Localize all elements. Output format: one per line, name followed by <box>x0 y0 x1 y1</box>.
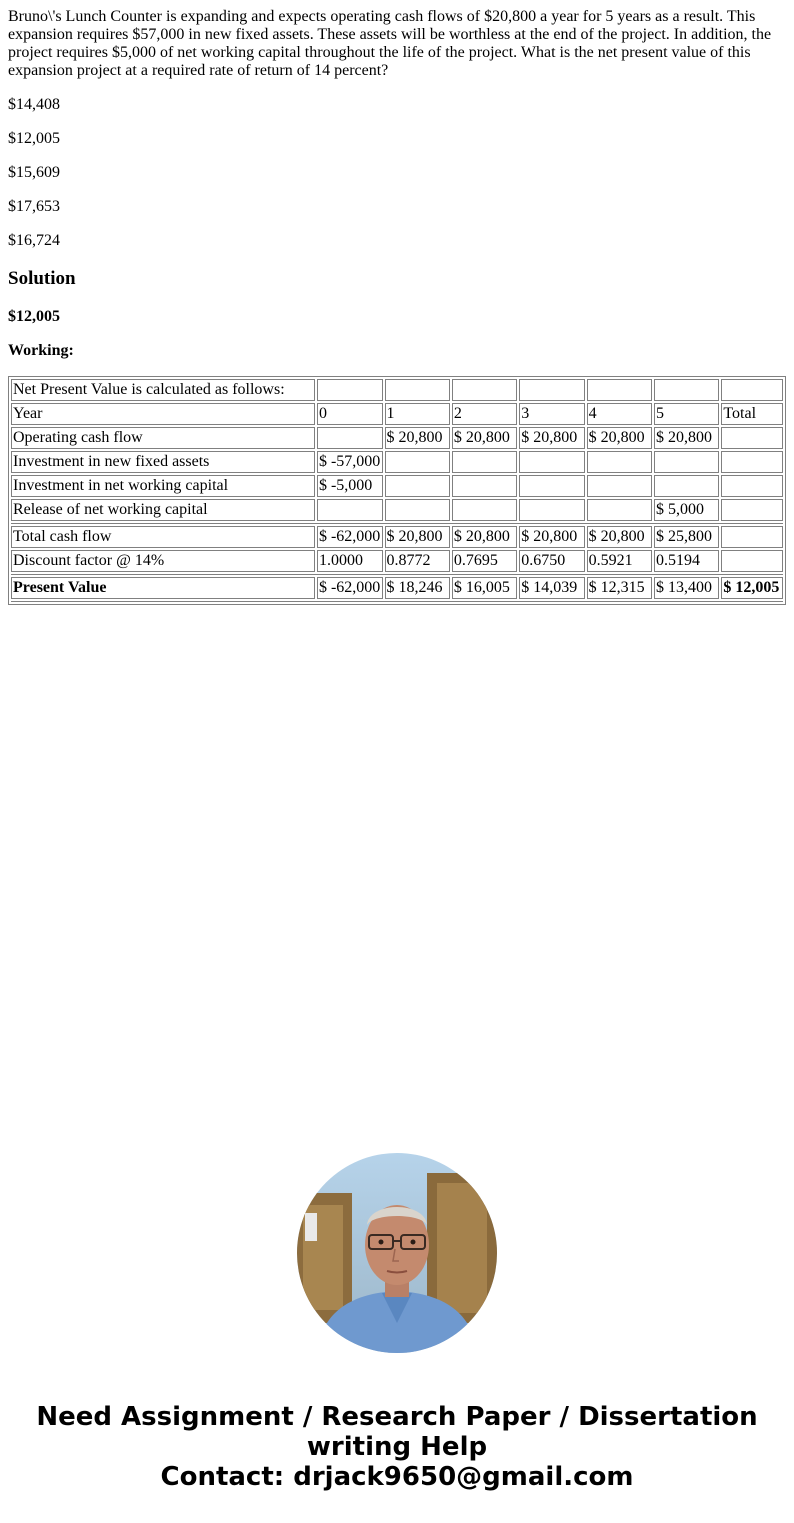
document-body <box>8 8 786 605</box>
separator-cell <box>11 574 783 575</box>
table-cell <box>452 475 517 497</box>
table-cell: 0.5921 <box>587 550 652 572</box>
table-cell <box>587 451 652 473</box>
table-cell: $ 20,800 <box>519 526 584 548</box>
table-cell: 1.0000 <box>317 550 383 572</box>
table-cell <box>587 499 652 521</box>
table-cell <box>385 499 450 521</box>
table-row-fixed-assets <box>11 451 783 473</box>
table-cell <box>452 451 517 473</box>
table-cell: 2 <box>452 403 517 425</box>
footer-line-help: Need Assignment / Research Paper / Dissertation writing Help <box>36 1402 758 1462</box>
row-label: Release of net working capital <box>11 499 315 521</box>
table-cell: $ -62,000 <box>317 577 383 599</box>
separator-cell <box>11 601 783 602</box>
author-photo-illustration <box>297 1153 497 1353</box>
table-row-year <box>11 403 783 425</box>
row-label: Investment in net working capital <box>11 475 315 497</box>
table-cell: $ -5,000 <box>317 475 383 497</box>
footer-promo <box>0 1402 794 1492</box>
table-row-release-working-capital <box>11 499 783 521</box>
table-cell <box>654 379 719 401</box>
table-cell: $ 14,039 <box>519 577 584 599</box>
row-label: Total cash flow <box>11 526 315 548</box>
table-cell: $ 25,800 <box>654 526 719 548</box>
table-cell <box>452 499 517 521</box>
table-cell <box>654 475 719 497</box>
table-cell: $ 20,800 <box>452 427 517 449</box>
row-label: Year <box>11 403 315 425</box>
table-cell: $ 20,800 <box>452 526 517 548</box>
table-cell-npv-total: $ 12,005 <box>721 577 783 599</box>
table-cell: 0.6750 <box>519 550 584 572</box>
table-row-total-cash-flow <box>11 526 783 548</box>
table-separator <box>11 601 783 602</box>
table-row-operating-cash-flow <box>11 427 783 449</box>
option-1: $14,408 <box>8 96 60 113</box>
table-cell: $ -57,000 <box>317 451 383 473</box>
table-cell: $ 20,800 <box>519 427 584 449</box>
table-title-row <box>11 379 783 401</box>
table-row-working-capital <box>11 475 783 497</box>
option-5: $16,724 <box>8 232 60 249</box>
table-cell: $ 16,005 <box>452 577 517 599</box>
table-separator <box>11 574 783 575</box>
table-cell <box>385 475 450 497</box>
table-cell: $ 20,800 <box>654 427 719 449</box>
table-cell <box>452 379 517 401</box>
table-cell: 0.5194 <box>654 550 719 572</box>
table-cell <box>587 379 652 401</box>
table-cell: $ 18,246 <box>385 577 450 599</box>
table-cell <box>317 499 383 521</box>
table-cell: 0.7695 <box>452 550 517 572</box>
row-label: Operating cash flow <box>11 427 315 449</box>
row-label: Investment in new fixed assets <box>11 451 315 473</box>
row-label: Present Value <box>11 577 315 599</box>
table-cell <box>721 427 783 449</box>
table-cell: $ -62,000 <box>317 526 383 548</box>
table-cell <box>721 526 783 548</box>
option-2: $12,005 <box>8 130 60 147</box>
row-label: Discount factor @ 14% <box>11 550 315 572</box>
option-3: $15,609 <box>8 164 60 181</box>
table-cell: 1 <box>385 403 450 425</box>
table-row-discount-factor <box>11 550 783 572</box>
table-cell <box>519 451 584 473</box>
table-cell <box>721 475 783 497</box>
table-cell: $ 5,000 <box>654 499 719 521</box>
table-cell <box>385 379 450 401</box>
table-row-present-value <box>11 577 783 599</box>
table-cell: $ 20,800 <box>587 427 652 449</box>
table-cell <box>721 499 783 521</box>
npv-table-body <box>11 379 783 602</box>
table-cell <box>654 451 719 473</box>
table-cell <box>519 379 584 401</box>
table-cell: 3 <box>519 403 584 425</box>
table-title: Net Present Value is calculated as follows: <box>11 379 315 401</box>
separator-cell <box>11 523 783 524</box>
table-cell: 4 <box>587 403 652 425</box>
answer-value: $12,005 <box>8 308 60 325</box>
table-cell: $ 13,400 <box>654 577 719 599</box>
table-cell <box>519 499 584 521</box>
working-label: Working: <box>8 342 74 359</box>
table-cell: 0 <box>317 403 383 425</box>
table-cell <box>721 451 783 473</box>
table-cell <box>317 427 383 449</box>
table-cell: $ 20,800 <box>385 427 450 449</box>
table-cell: $ 20,800 <box>587 526 652 548</box>
author-avatar <box>297 1153 497 1353</box>
table-cell: 5 <box>654 403 719 425</box>
npv-table <box>8 376 786 605</box>
table-cell <box>587 475 652 497</box>
table-separator <box>11 523 783 524</box>
table-cell <box>385 451 450 473</box>
table-cell <box>721 379 783 401</box>
footer-line-contact: Contact: drjack9650@gmail.com <box>160 1462 634 1492</box>
table-cell: 0.8772 <box>385 550 450 572</box>
table-cell: $ 20,800 <box>385 526 450 548</box>
option-4: $17,653 <box>8 198 60 215</box>
table-cell <box>317 379 383 401</box>
table-cell <box>519 475 584 497</box>
solution-heading: Solution <box>8 268 76 289</box>
table-cell <box>721 550 783 572</box>
question-text: Bruno\'s Lunch Counter is expanding and expects operating cash flows of $20,800 a year for 5 years as a result. This expansion requires $57,000 in new fixed assets. These assets will be worthless at the end of the project. In addition, the project requires $5,000 of net working capital throughout the life of the project. What is the net present value of this expansion project at a required rate of return of 14 percent? <box>8 8 772 79</box>
table-cell: Total <box>721 403 783 425</box>
table-cell: $ 12,315 <box>587 577 652 599</box>
